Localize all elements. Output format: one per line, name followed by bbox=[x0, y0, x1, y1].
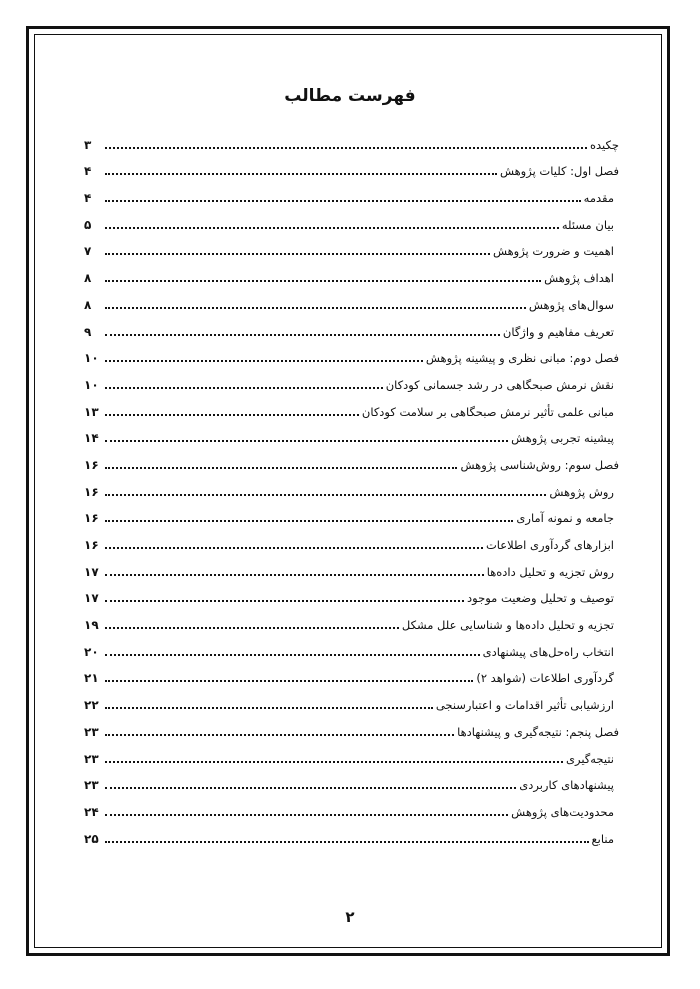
toc-entry-page: ۵ bbox=[84, 217, 92, 232]
toc-dot-leader bbox=[105, 387, 383, 389]
toc-entry[interactable] bbox=[84, 258, 619, 285]
toc-entry-label: محدودیت‌های پژوهش bbox=[511, 804, 614, 819]
toc-entry[interactable] bbox=[84, 339, 619, 366]
toc-dot-leader bbox=[105, 440, 508, 442]
toc-entry-label: اهمیت و ضرورت پژوهش bbox=[492, 244, 614, 259]
toc-entry[interactable] bbox=[84, 579, 619, 606]
toc-entry-page: ۲۴ bbox=[84, 804, 99, 819]
toc-entry-page: ۱۷ bbox=[84, 564, 99, 579]
toc-entry-page: ۱۴ bbox=[84, 431, 99, 446]
toc-entry[interactable] bbox=[84, 766, 619, 793]
toc-dot-leader bbox=[105, 520, 513, 522]
toc-entry-page: ۱۶ bbox=[84, 511, 99, 526]
toc-entry[interactable] bbox=[84, 552, 619, 579]
toc-entry-label: نقش نرمش صبحگاهی در رشد جسمانی کودکان bbox=[385, 377, 614, 392]
toc-entry-label: فصل سوم: روش‌شناسی پژوهش bbox=[460, 457, 619, 472]
toc-dot-leader bbox=[105, 334, 500, 336]
toc-entry-page: ۱۶ bbox=[84, 457, 99, 472]
toc-entry-page: ۱۷ bbox=[84, 591, 99, 606]
toc-dot-leader bbox=[105, 227, 559, 229]
toc-entry-label: نتیجه‌گیری bbox=[565, 751, 614, 766]
toc-entry-page: ۱۶ bbox=[84, 538, 99, 552]
toc-entry-page: ۲۳ bbox=[84, 724, 99, 739]
toc-entry[interactable] bbox=[84, 819, 619, 846]
toc-dot-leader bbox=[105, 467, 457, 469]
toc-entry[interactable] bbox=[84, 525, 619, 552]
toc-entry[interactable] bbox=[84, 445, 619, 472]
toc-dot-leader bbox=[105, 574, 484, 576]
toc-entry[interactable] bbox=[84, 685, 619, 712]
toc-entry-page: ۷ bbox=[84, 244, 92, 259]
toc-dot-leader bbox=[105, 360, 423, 362]
toc-dot-leader bbox=[105, 761, 563, 763]
toc-dot-leader bbox=[105, 253, 490, 255]
toc-entry-page: ۲۱ bbox=[84, 671, 99, 686]
toc-dot-leader bbox=[105, 547, 483, 549]
table-of-contents bbox=[84, 125, 619, 846]
toc-dot-leader bbox=[105, 600, 464, 602]
toc-entry-page: ۲۳ bbox=[84, 778, 99, 793]
toc-dot-leader bbox=[105, 654, 480, 656]
toc-entry[interactable] bbox=[84, 285, 619, 312]
toc-entry-page: ۳ bbox=[84, 137, 92, 152]
toc-entry[interactable] bbox=[84, 712, 619, 739]
toc-entry[interactable] bbox=[84, 312, 619, 339]
toc-entry-page: ۹ bbox=[84, 324, 92, 339]
toc-entry-label: تجزیه و تحلیل داده‌ها و شناسایی علل مشکل bbox=[401, 618, 614, 633]
toc-entry-label: سوال‌های پژوهش bbox=[528, 297, 614, 312]
toc-entry-label: فصل دوم: مبانی نظری و پیشینه پژوهش bbox=[425, 351, 619, 366]
page-title: فهرست مطالب bbox=[284, 86, 416, 106]
toc-entry-page: ۱۶ bbox=[84, 484, 99, 499]
toc-dot-leader bbox=[105, 173, 497, 175]
toc-entry-page: ۱۹ bbox=[84, 618, 99, 633]
toc-entry[interactable] bbox=[84, 632, 619, 659]
toc-entry-page: ۱۰ bbox=[84, 377, 99, 392]
toc-dot-leader bbox=[105, 280, 541, 282]
toc-entry[interactable] bbox=[84, 472, 619, 499]
toc-dot-leader bbox=[105, 307, 526, 309]
toc-entry-label: ابزارهای گردآوری اطلاعات bbox=[485, 538, 614, 552]
toc-dot-leader bbox=[105, 147, 587, 149]
toc-dot-leader bbox=[105, 200, 581, 202]
toc-entry-page: ۲۳ bbox=[84, 751, 99, 766]
toc-entry-label: مقدمه bbox=[583, 191, 614, 206]
toc-entry-label: منابع bbox=[591, 831, 614, 846]
toc-entry-label: پیشینه تجربی پژوهش bbox=[511, 431, 614, 446]
toc-entry[interactable] bbox=[84, 499, 619, 526]
toc-entry-page: ۸ bbox=[84, 297, 92, 312]
toc-dot-leader bbox=[105, 841, 589, 843]
toc-entry[interactable] bbox=[84, 392, 619, 419]
toc-entry-page: ۱۰ bbox=[84, 351, 99, 366]
toc-entry-page: ۲۰ bbox=[84, 644, 99, 659]
toc-entry-label: تعریف مفاهیم و واژگان bbox=[502, 324, 614, 339]
toc-entry-label: جامعه و نمونه آماری bbox=[516, 511, 614, 526]
toc-entry[interactable] bbox=[84, 232, 619, 259]
toc-entry[interactable] bbox=[84, 739, 619, 766]
toc-entry-label: مبانی علمی تأثیر نرمش صبحگاهی بر سلامت کودکان bbox=[361, 404, 614, 419]
toc-entry[interactable] bbox=[84, 178, 619, 205]
toc-entry-label: بیان مسئله bbox=[561, 217, 614, 232]
toc-dot-leader bbox=[105, 627, 399, 629]
toc-entry-page: ۲۲ bbox=[84, 698, 99, 713]
toc-entry[interactable] bbox=[84, 419, 619, 446]
toc-entry[interactable] bbox=[84, 365, 619, 392]
toc-dot-leader bbox=[105, 734, 454, 736]
toc-dot-leader bbox=[105, 814, 508, 816]
toc-entry-label: ارزشیابی تأثیر اقدامات و اعتبارسنجی bbox=[435, 698, 614, 713]
toc-entry-label: پیشنهادهای کاربردی bbox=[519, 778, 614, 793]
toc-entry-page: ۲۵ bbox=[84, 831, 99, 846]
toc-entry-page: ۱۳ bbox=[84, 404, 99, 419]
toc-entry-label: توصیف و تحلیل وضعیت موجود bbox=[467, 591, 614, 606]
toc-dot-leader bbox=[105, 680, 473, 682]
toc-entry-label: گردآوری اطلاعات (شواهد ۲) bbox=[476, 671, 614, 686]
toc-entry-page: ۴ bbox=[84, 191, 92, 206]
toc-entry[interactable] bbox=[84, 152, 619, 179]
toc-entry[interactable] bbox=[84, 125, 619, 152]
page-number: ۲ bbox=[345, 908, 355, 926]
toc-entry-label: روش تجزیه و تحلیل داده‌ها bbox=[486, 564, 614, 579]
toc-entry-page: ۸ bbox=[84, 271, 92, 286]
toc-entry-label: انتخاب راه‌حل‌های پیشنهادی bbox=[482, 644, 614, 659]
toc-entry-label: فصل پنجم: نتیجه‌گیری و پیشنهادها bbox=[457, 724, 619, 739]
toc-entry[interactable] bbox=[84, 205, 619, 232]
toc-entry-label: چکیده bbox=[590, 137, 619, 152]
toc-dot-leader bbox=[105, 707, 433, 709]
toc-entry-page: ۴ bbox=[84, 164, 92, 179]
toc-entry-label: فصل اول: کلیات پژوهش bbox=[499, 164, 619, 179]
toc-entry-label: اهداف پژوهش bbox=[544, 271, 614, 286]
toc-dot-leader bbox=[105, 494, 546, 496]
toc-dot-leader bbox=[105, 787, 516, 789]
toc-entry[interactable] bbox=[84, 792, 619, 819]
toc-dot-leader bbox=[105, 414, 359, 416]
toc-entry[interactable] bbox=[84, 605, 619, 632]
toc-entry-label: روش پژوهش bbox=[549, 484, 614, 499]
toc-entry[interactable] bbox=[84, 659, 619, 686]
